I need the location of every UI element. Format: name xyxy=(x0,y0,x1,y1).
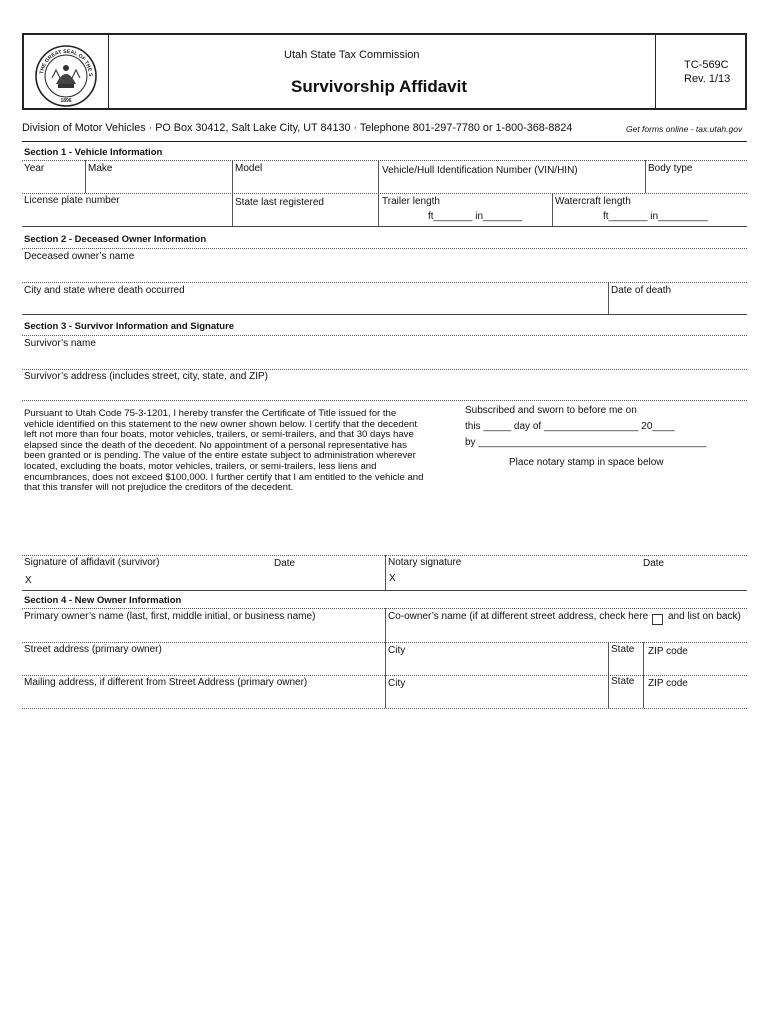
section-3-title: Section 3 - Survivor Information and Signature xyxy=(24,321,235,332)
survivor-x-mark: X xyxy=(25,575,32,586)
svg-text:THE GREAT SEAL OF THE STATE OF: THE GREAT SEAL OF THE S xyxy=(39,48,94,77)
survivor-signature-date[interactable]: Date xyxy=(274,558,296,569)
survivor-name-field[interactable]: Survivor’s name xyxy=(24,338,96,349)
survivor-address-field[interactable]: Survivor’s address (includes street, city, state, and ZIP) xyxy=(24,371,268,382)
page-title: Survivorship Affidavit xyxy=(291,77,468,96)
primary-owner-name-field[interactable]: Primary owner’s name (last, first, middle initial, or business name) xyxy=(24,611,316,622)
notary-by-field[interactable]: by _________________________________________ xyxy=(465,437,707,448)
coowner-list-on-back: and list on back) xyxy=(668,611,741,622)
notary-x-mark: X xyxy=(389,573,396,584)
trailer-length-field[interactable]: Trailer length xyxy=(382,196,440,207)
section-4-title: Section 4 - New Owner Information xyxy=(24,595,182,606)
city-field[interactable]: City xyxy=(388,645,406,656)
contact-line: Division of Motor Vehicles · PO Box 30412, Salt Lake City, UT 84130 · Telephone 801-297-7780 or 1-800-368-8824 xyxy=(22,122,573,134)
watercraft-ft-in[interactable]: ft_______ in_________ xyxy=(603,211,709,222)
model-field[interactable]: Model xyxy=(235,163,263,174)
section-1-title: Section 1 - Vehicle Information xyxy=(24,147,163,158)
affidavit-statement: Pursuant to Utah Code 75-3-1201, I hereby transfer the Certificate of Title issued for the vehicle identified on this statement to the new owner shown below. I certify that the decedent left not more than four boats, motor vehicles, trailers, or semi-trailers, and that 30 days have elapsed since the death of the decedent. No appointment of a personal representative has been granted or is pending. The value of the entire estate subject to administration wherever located, excluding the boats, motor vehicles, trailers, or semi-trailers, less liens and encumbrances, does not exceed $100,000. I further certify that I am entitled to the vehicle and that this transfer will not prejudice the creditors of the decedent. xyxy=(24,408,424,494)
mailing-zip-code-field[interactable]: ZIP code xyxy=(648,678,688,689)
watercraft-length-field[interactable]: Watercraft length xyxy=(555,196,631,207)
state-field[interactable]: State xyxy=(611,644,635,655)
coowner-address-checkbox[interactable] xyxy=(652,614,663,625)
date-of-death-field[interactable]: Date of death xyxy=(611,285,672,296)
agency-name: Utah State Tax Commission xyxy=(284,49,420,61)
zip-code-field[interactable]: ZIP code xyxy=(648,646,688,657)
form-number: TC-569C xyxy=(684,59,729,71)
section-2-title: Section 2 - Deceased Owner Information xyxy=(24,234,207,245)
coowner-name-field[interactable]: Co-owner’s name (if at different street address, check here xyxy=(388,611,649,622)
body-type-field[interactable]: Body type xyxy=(648,163,693,174)
deceased-name-field[interactable]: Deceased owner’s name xyxy=(24,251,135,262)
notary-stamp-note: Place notary stamp in space below xyxy=(509,457,664,468)
notary-day-field[interactable]: this _____ day of _________________ 20____ xyxy=(465,421,675,432)
license-plate-field[interactable]: License plate number xyxy=(24,195,120,206)
mailing-city-field[interactable]: City xyxy=(388,678,406,689)
street-address-field[interactable]: Street address (primary owner) xyxy=(24,644,162,655)
subscribed-sworn-text: Subscribed and sworn to before me on xyxy=(465,405,637,416)
year-field[interactable]: Year xyxy=(24,163,45,174)
mailing-state-field[interactable]: State xyxy=(611,676,635,687)
notary-signature-field[interactable]: Notary signature xyxy=(388,557,462,568)
svg-text:1896: 1896 xyxy=(60,98,72,104)
survivor-signature-field[interactable]: Signature of affidavit (survivor) xyxy=(24,557,160,568)
notary-signature-date[interactable]: Date xyxy=(643,558,665,569)
form-header xyxy=(22,33,747,110)
mailing-address-field[interactable]: Mailing address, if different from Street Address (primary owner) xyxy=(24,677,308,688)
forms-online-link[interactable]: Get forms online - tax.utah.gov xyxy=(626,124,743,134)
death-location-field[interactable]: City and state where death occurred xyxy=(24,285,185,296)
revision-date: Rev. 1/13 xyxy=(684,73,731,85)
state-seal-logo xyxy=(34,44,98,108)
make-field[interactable]: Make xyxy=(88,163,113,174)
vin-field[interactable]: Vehicle/Hull Identification Number (VIN/HIN) xyxy=(382,165,578,176)
trailer-ft-in[interactable]: ft_______ in_______ xyxy=(428,211,522,222)
state-registered-field[interactable]: State last registered xyxy=(235,197,324,208)
